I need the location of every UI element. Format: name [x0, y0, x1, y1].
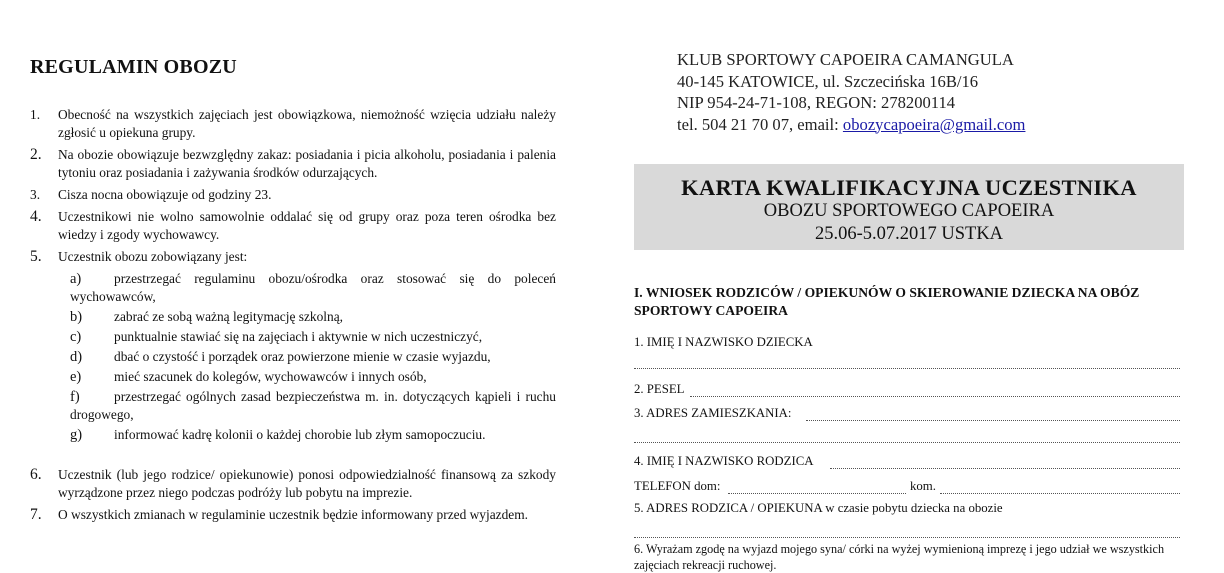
rule-item: [30, 208, 556, 244]
rule-item: [30, 466, 556, 502]
subrule-item: [30, 308, 556, 326]
club-ids: NIP 954-24-71-108, REGON: 278200114: [677, 93, 956, 112]
rule-text: Na obozie obowiązuje bezwzględny zakaz: posiadania i picia alkoholu, posiadania i palenia tytoniu oraz posiadania i zażywania środków odurzających.: [58, 147, 556, 180]
club-contact: [677, 114, 1025, 136]
subrule-letter: c): [70, 329, 82, 345]
rule-item: [30, 106, 556, 142]
rule-item: [30, 506, 556, 524]
child-name-field[interactable]: [634, 368, 1180, 369]
regulations-title: REGULAMIN OBOZU: [30, 56, 237, 78]
card-subtitle: OBOZU SPORTOWEGO CAPOEIRA: [763, 201, 1055, 221]
rule-text: Obecność na wszystkich zajęciach jest obowiązkowa, niemożność wzięcia udziału należy zgłosić u opiekuna grupy.: [58, 107, 556, 140]
subrule-item: [30, 328, 556, 346]
subrule-text: mieć szacunek do kolegów, wychowawców i innych osób,: [114, 369, 427, 384]
field-label-phone-mobile: kom.: [910, 479, 936, 493]
rule-number: 1.: [30, 107, 41, 122]
phone-mobile-field[interactable]: [940, 493, 1180, 494]
card-dates: 25.06-5.07.2017 USTKA: [814, 224, 1004, 244]
rule-number: 3.: [30, 187, 41, 202]
subrule-item: [30, 270, 556, 306]
subrule-letter: g): [70, 427, 83, 443]
rule-number: 5.: [30, 248, 42, 265]
subrule-item: [30, 426, 556, 444]
pesel-field[interactable]: [690, 396, 1180, 397]
rule-number: 7.: [30, 506, 42, 523]
field-label-address: 3. ADRES ZAMIESZKANIA:: [634, 406, 792, 420]
subrule-letter: f): [70, 389, 80, 405]
club-info: [677, 49, 1025, 135]
field-label-pesel: 2. PESEL: [634, 382, 685, 396]
rule-text: O wszystkich zmianach w regulaminie uczestnik będzie informowany przed wyjazdem.: [58, 507, 528, 522]
subrule-text: punktualnie stawiać się na zajęciach i aktywnie w nich uczestniczyć,: [114, 329, 483, 344]
subrule-item: [30, 348, 556, 366]
phone-home-field[interactable]: [728, 493, 906, 494]
subrule-letter: b): [70, 309, 83, 325]
rule-number: 4.: [30, 208, 42, 225]
address-field[interactable]: [806, 420, 1180, 421]
subrule-text: dbać o czystość i porządek oraz powierzone mienie w czasie wyjazdu,: [114, 349, 491, 364]
consent-statement: 6. Wyrażam zgodę na wyjazd mojego syna/ córki na wyżej wymienioną imprezę i jego udział we wszystkich zajęciach rekreacji ruchowej.: [634, 542, 1165, 572]
rule-number: 6.: [30, 466, 42, 483]
rule-text: Cisza nocna obowiązuje od godziny 23.: [58, 187, 272, 202]
rule-text: Uczestnik (lub jego rodzice/ opiekunowie) ponosi odpowiedzialność finansową za szkody wyrządzone przez niego podczas podróży lub pobytu na imprezie.: [58, 467, 556, 500]
subrule-text: przestrzegać regulaminu obozu/ośrodka oraz stosować się do poleceń wychowawców,: [70, 271, 556, 304]
subrule-letter: a): [70, 271, 82, 287]
club-name: KLUB SPORTOWY CAPOEIRA CAMANGULA: [677, 50, 1014, 69]
subrule-item: [30, 368, 556, 386]
card-title: KARTA KWALIFIKACYJNA UCZESTNIKA: [681, 175, 1137, 200]
field-label-parent-name: 4. IMIĘ I NAZWISKO RODZICA: [634, 454, 814, 468]
subrule-text: zabrać ze sobą ważną legitymację szkolną,: [114, 309, 344, 324]
rule-number: 2.: [30, 146, 42, 163]
rule-item: [30, 186, 556, 204]
field-label-child-name: 1. IMIĘ I NAZWISKO DZIECKA: [634, 335, 813, 349]
parent-address-field[interactable]: [634, 537, 1180, 538]
qualification-card-header: [634, 164, 1184, 250]
rule-text: Uczestnik obozu zobowiązany jest:: [58, 249, 248, 264]
address-field-line2[interactable]: [634, 442, 1180, 443]
club-contact-prefix: tel. 504 21 70 07, email:: [677, 114, 843, 134]
rule-item: [30, 248, 556, 266]
field-label-parent-address: 5. ADRES RODZICA / OPIEKUNA w czasie pobytu dziecka na obozie: [634, 501, 1003, 515]
subrule-item: [30, 388, 556, 424]
club-address: 40-145 KATOWICE, ul. Szczecińska 16B/16: [677, 71, 979, 91]
subrule-letter: e): [70, 369, 82, 385]
rule-text: Uczestnikowi nie wolno samowolnie oddalać się od grupy oraz poza teren ośrodka bez wiedzy i zgody wychowawcy.: [58, 209, 556, 242]
parent-name-field[interactable]: [830, 468, 1180, 469]
subrule-text: informować kadrę kolonii o każdej chorobie lub złym samopoczuciu.: [114, 427, 486, 442]
regulations-list: [30, 106, 556, 524]
rule-item: [30, 146, 556, 182]
section-heading: I. WNIOSEK RODZICÓW / OPIEKUNÓW O SKIEROWANIE DZIECKA NA OBÓZ SPORTOWY CAPOEIRA: [634, 285, 1140, 318]
subrule-text: przestrzegać ogólnych zasad bezpieczeństwa m. in. dotyczących kąpieli i ruchu drogowego,: [70, 389, 556, 422]
email-link[interactable]: obozycapoeira@gmail.com: [842, 114, 1026, 134]
field-label-phone-home: TELEFON dom:: [634, 479, 721, 493]
subrule-letter: d): [70, 349, 83, 365]
